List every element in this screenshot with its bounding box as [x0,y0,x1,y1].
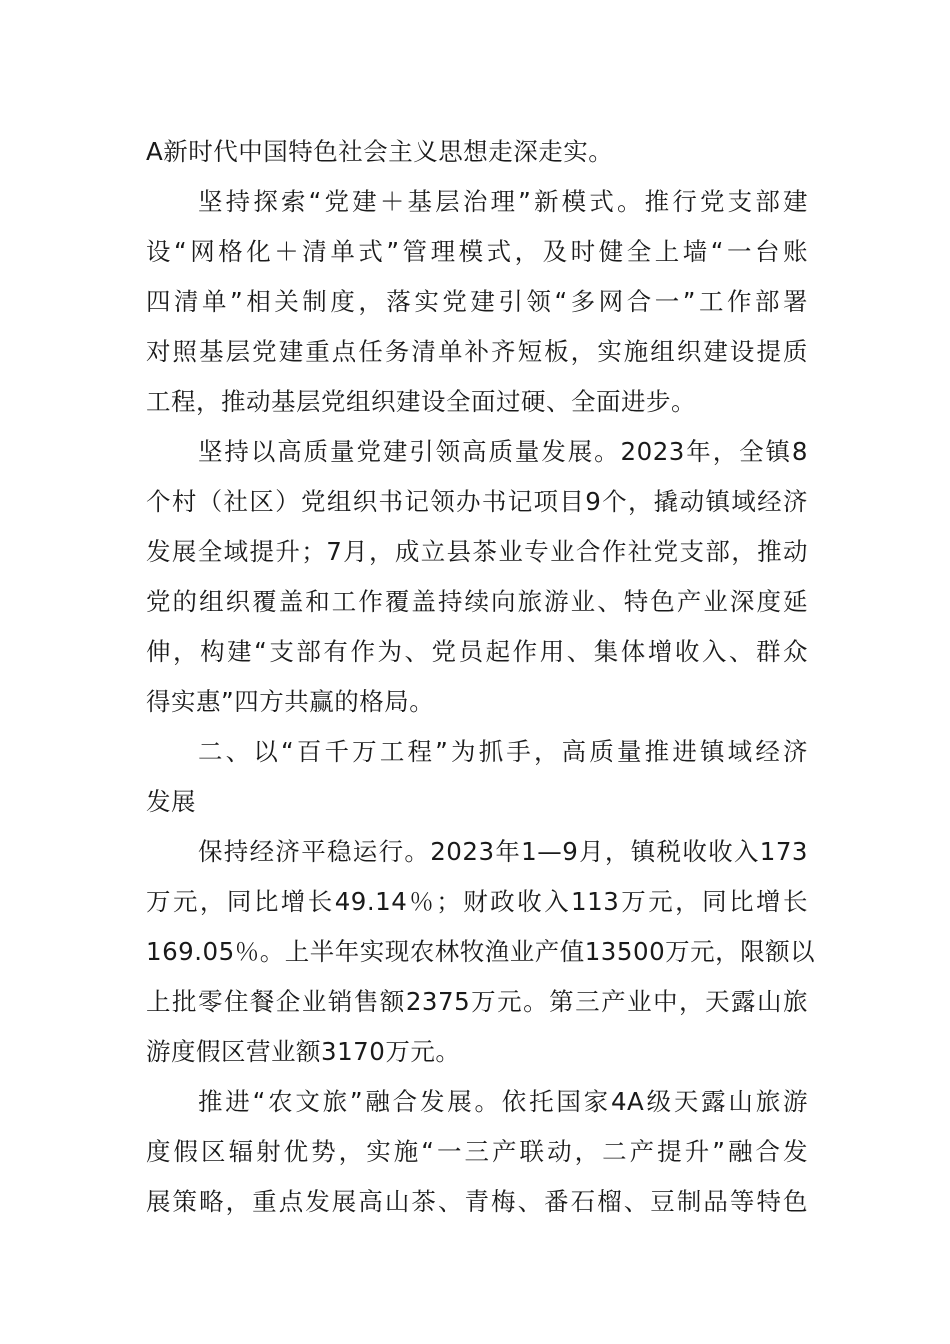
text-line: 对照基层党建重点任务清单补齐短板，实施组织建设提质 [146,337,808,366]
text-line: 展策略，重点发展高山茶、青梅、番石榴、豆制品等特色 [146,1187,808,1216]
text-line: 万元，同比增长49.14％；财政收入113万元，同比增长 [146,887,808,916]
section-heading: 发展 [146,787,196,816]
text-line: 上批零住餐企业销售额2375万元。第三产业中，天露山旅 [146,987,808,1016]
text-line: A新时代中国特色社会主义思想走深走实。 [146,137,614,166]
section-heading: 二、以“百千万工程”为抓手，高质量推进镇域经济 [198,737,808,766]
text-line: 推进“农文旅”融合发展。依托国家4A级天露山旅游 [198,1087,808,1116]
text-line: 党的组织覆盖和工作覆盖持续向旅游业、特色产业深度延 [146,587,808,616]
text-line: 得实惠”四方共赢的格局。 [146,687,435,716]
text-line: 四清单”相关制度，落实党建引领“多网合一”工作部署 [146,287,808,316]
text-line: 工程，推动基层党组织建设全面过硬、全面进步。 [146,387,696,416]
text-line: 个村（社区）党组织书记领办书记项目9个，撬动镇域经济 [146,487,808,516]
text-line: 保持经济平稳运行。2023年1—9月，镇税收收入173 [198,837,808,866]
text-line: 169.05％。上半年实现农林牧渔业产值13500万元，限额以 [146,937,816,966]
text-line: 伸，构建“支部有作为、党员起作用、集体增收入、群众 [146,637,808,666]
text-line: 设“网格化＋清单式”管理模式，及时健全上墙“一台账 [146,237,808,266]
text-line: 坚持以高质量党建引领高质量发展。2023年，全镇8 [198,437,808,466]
text-line: 度假区辐射优势，实施“一三产联动，二产提升”融合发 [146,1137,808,1166]
text-line: 游度假区营业额3170万元。 [146,1037,461,1066]
text-line: 发展全域提升；7月，成立县茶业专业合作社党支部，推动 [146,537,808,566]
text-line: 坚持探索“党建＋基层治理”新模式。推行党支部建 [198,187,808,216]
